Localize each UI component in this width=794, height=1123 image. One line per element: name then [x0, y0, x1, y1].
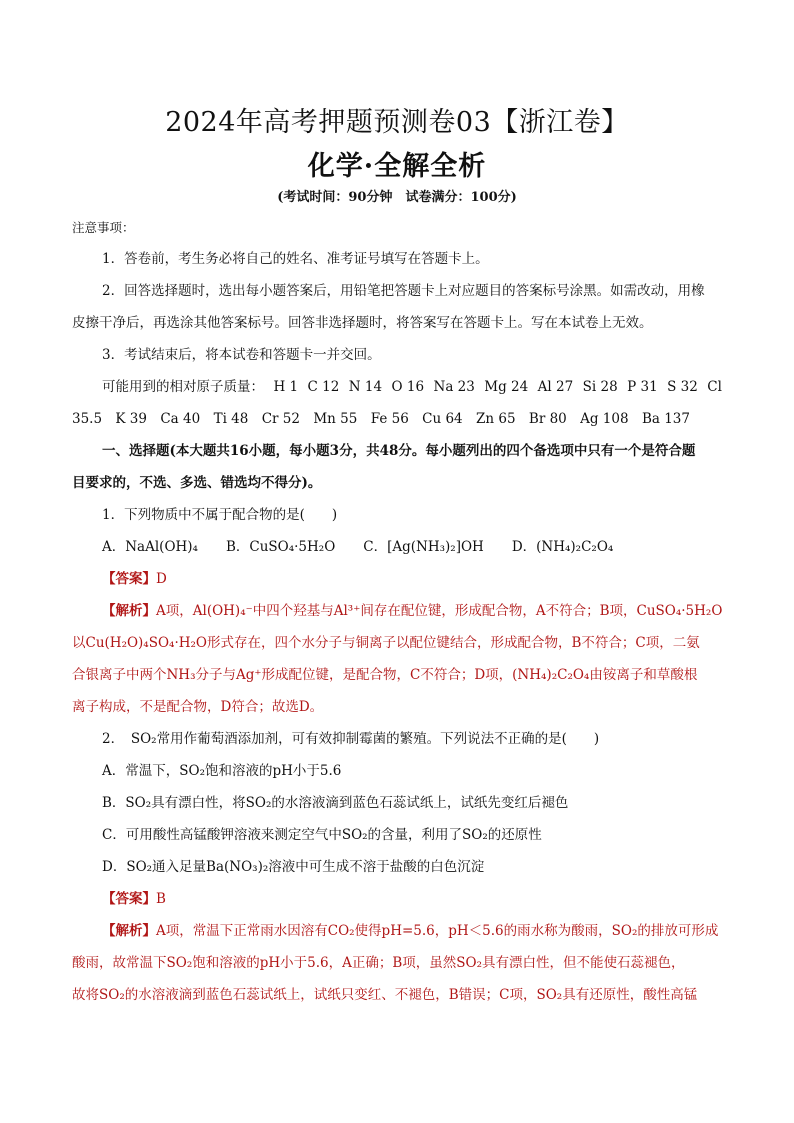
q2-option-a: A．常温下，SO₂饱和溶液的pH小于5.6: [102, 763, 342, 779]
atomic-mass: Zn 65: [476, 411, 516, 427]
q1-answer: [102, 569, 722, 589]
q2-answer-value: B: [156, 891, 166, 907]
atomic-mass: Ca 40: [160, 411, 201, 427]
atomic-mass-row-1: [102, 377, 722, 397]
atomic-mass: Cu 64: [422, 411, 463, 427]
atomic-mass-intro: 可能用到的相对原子质量：: [102, 379, 264, 395]
atomic-mass: Na 23: [433, 379, 475, 395]
q2-analysis-text: A项，常温下正常雨水因溶有CO₂使得pH=5.6，pH＜5.6的雨水称为酸雨，SO₂的排放可形成: [156, 923, 719, 939]
atomic-mass: S 32: [667, 379, 698, 395]
atomic-mass: Ag 108: [580, 411, 629, 427]
atomic-mass: Br 80: [528, 411, 567, 427]
q1-analysis-line-4: 离子构成，不是配合物，D符合；故选D。: [72, 699, 324, 715]
q1-option-d: D．(NH₄)₂C₂O₄: [511, 539, 614, 555]
notice-item-2: 2．回答选择题时，选出每小题答案后，用铅笔把答题卡上对应题目的答案标号涂黑。如需改动，用橡: [102, 283, 705, 299]
atomic-mass: 35.5: [72, 411, 103, 427]
q2-analysis-line-3: 故将SO₂的水溶液滴到蓝色石蕊试纸上，试纸只变红、不褪色，B错误；C项，SO₂具有还原性，酸性高锰: [72, 987, 698, 1003]
atomic-mass: Mg 24: [484, 379, 529, 395]
q2-option-c: C．可用酸性高锰酸钾溶液来测定空气中SO₂的含量，利用了SO₂的还原性: [102, 827, 542, 843]
atomic-mass: N 14: [348, 379, 383, 395]
atomic-mass: P 31: [627, 379, 658, 395]
q1-option-a: A．NaAl(OH)₄: [102, 539, 198, 555]
q1-answer-tag: 【答案】: [102, 571, 156, 587]
atomic-mass: K 39: [115, 411, 147, 427]
q1-option-b: B．CuSO₄·5H₂O: [225, 539, 336, 555]
q1-option-c: C．[Ag(NH₃)₂]OH: [363, 539, 484, 555]
atomic-mass: C 12: [307, 379, 340, 395]
q2-analysis-tag: 【解析】: [102, 923, 156, 939]
q1-answer-value: D: [156, 571, 167, 587]
atomic-mass: Cr 52: [261, 411, 300, 427]
q1-analysis-text: A项，Al(OH)₄⁻中四个羟基与Al³⁺间存在配位键，形成配合物，A不符合；B项，CuSO₄·5H₂O: [156, 603, 723, 619]
exam-title: 2024年高考押题预测卷03【浙江卷】: [165, 107, 629, 138]
section-heading: 一、选择题(本大题共16小题，每小题3分，共48分。每小题列出的四个备选项中只有一个是符合题: [102, 443, 696, 459]
q2-option-d: D．SO₂通入足量Ba(NO₃)₂溶液中可生成不溶于盐酸的白色沉淀: [102, 859, 485, 875]
q1-analysis-line-1: [102, 601, 722, 621]
notice-item-2-cont: 皮擦干净后，再选涂其他答案标号。回答非选择题时，将答案写在答题卡上。写在本试卷上无效。: [72, 315, 653, 331]
q1-analysis-line-3: 合银离子中两个NH₃分子与Ag⁺形成配位键，是配合物，C不符合；D项，(NH₄)₂C₂O₄由铵离子和草酸根: [72, 667, 698, 683]
atomic-mass: Al 27: [537, 379, 574, 395]
atomic-mass: Cl: [707, 379, 722, 395]
atomic-mass: Ba 137: [641, 411, 690, 427]
notice-item-3: 3．考试结束后，将本试卷和答题卡一并交回。: [102, 347, 381, 363]
atomic-mass-row-2: [72, 409, 690, 429]
q1-analysis-tag: 【解析】: [102, 603, 156, 619]
q2-analysis-line-1: [102, 921, 722, 941]
atomic-mass: Si 28: [582, 379, 618, 395]
atomic-mass: H 1: [273, 379, 299, 395]
exam-info: (考试时间：90分钟 试卷满分：100分): [277, 190, 517, 205]
exam-subtitle: 化学·全解全析: [307, 151, 487, 182]
atomic-mass: Ti 48: [213, 411, 249, 427]
q2-stem: 2． SO₂常用作葡萄酒添加剂，可有效抑制霉菌的繁殖。下列说法不正确的是( ): [102, 731, 600, 747]
q2-option-b: B．SO₂具有漂白性，将SO₂的水溶液滴到蓝色石蕊试纸上，试纸先变红后褪色: [102, 795, 569, 811]
q1-stem: 1．下列物质中不属于配合物的是( ): [102, 507, 338, 523]
atomic-mass: O 16: [391, 379, 425, 395]
section-heading-cont: 目要求的，不选、多选、错选均不得分)。: [72, 475, 322, 491]
atomic-mass: Fe 56: [370, 411, 409, 427]
q2-answer: [102, 889, 722, 909]
q2-analysis-line-2: 酸雨，故常温下SO₂饱和溶液的pH小于5.6，A正确；B项，虽然SO₂具有漂白性，但不能使石蕊褪色，: [72, 955, 685, 971]
notice-heading: 注意事项：: [72, 220, 135, 235]
q1-options: [102, 537, 722, 557]
q1-analysis-line-2: 以Cu(H₂O)₄SO₄·H₂O形式存在，四个水分子与铜离子以配位键结合，形成配合物，B不符合；C项，二氨: [72, 635, 700, 651]
atomic-mass: Mn 55: [313, 411, 358, 427]
q2-answer-tag: 【答案】: [102, 891, 156, 907]
notice-item-1: 1．答卷前，考生务必将自己的姓名、准考证号填写在答题卡上。: [102, 251, 489, 267]
